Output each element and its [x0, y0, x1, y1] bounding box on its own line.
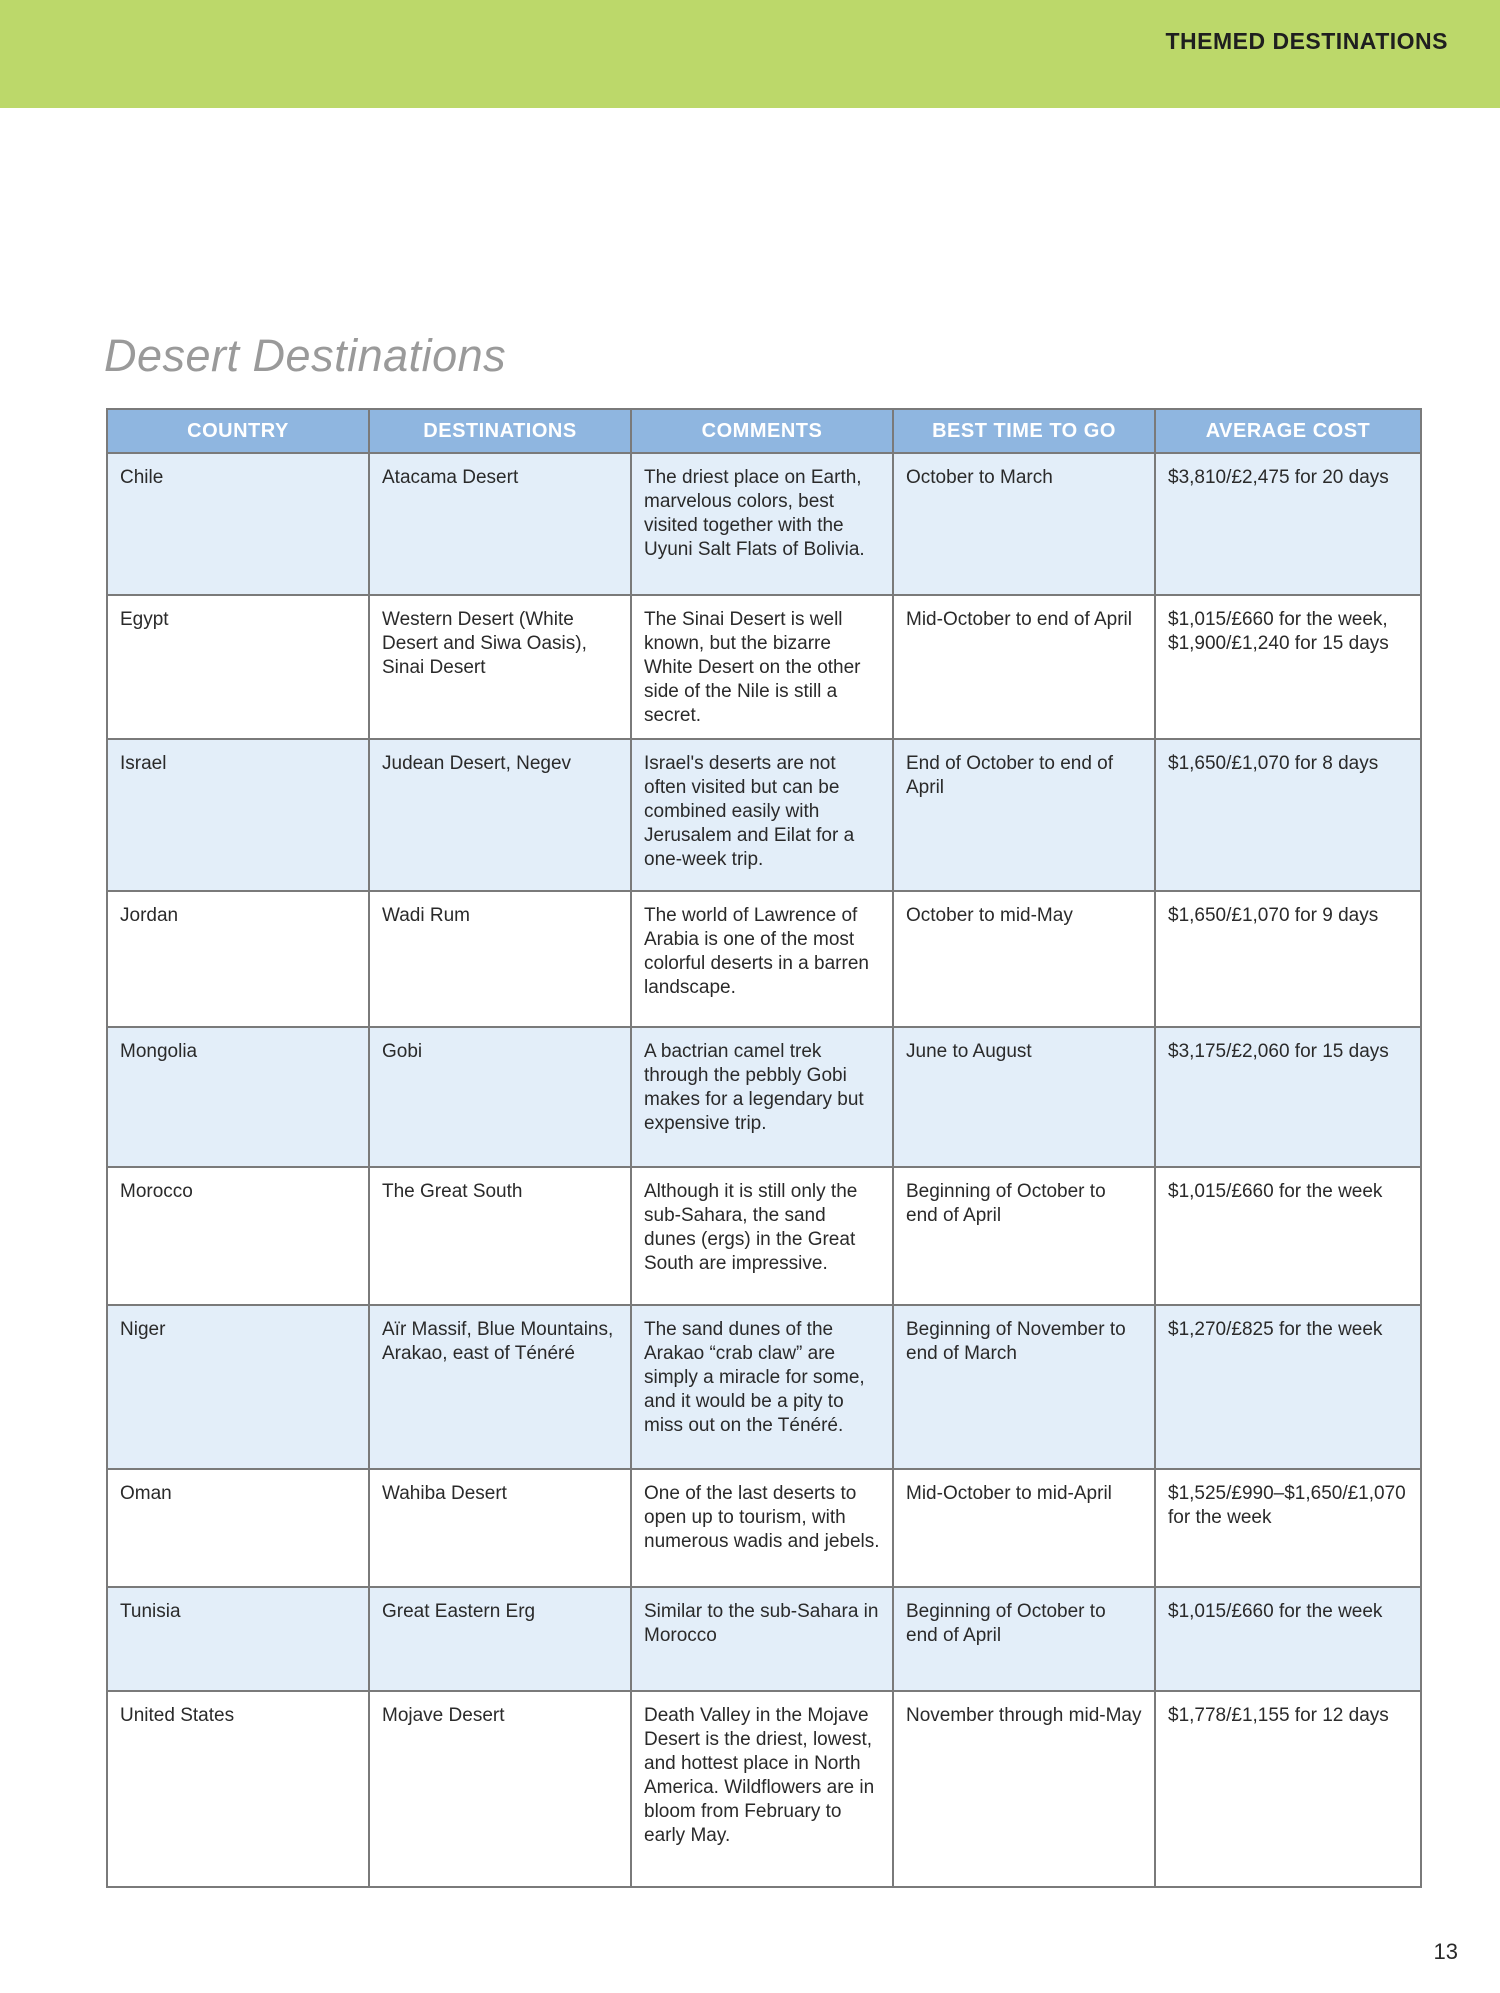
cell-best-time: October to mid-May: [893, 891, 1155, 1027]
column-header-destinations: DESTINATIONS: [369, 409, 631, 453]
table-row: [107, 1469, 1421, 1587]
cell-country: Niger: [107, 1305, 369, 1469]
cell-average-cost: $1,525/£990–$1,650/£1,070 for the week: [1155, 1469, 1421, 1587]
cell-destinations: Judean Desert, Negev: [369, 739, 631, 891]
column-header-country: COUNTRY: [107, 409, 369, 453]
cell-country: Egypt: [107, 595, 369, 739]
table-row: [107, 595, 1421, 739]
column-header-average-cost: AVERAGE COST: [1155, 409, 1421, 453]
cell-comments: Although it is still only the sub-Sahara, the sand dunes (ergs) in the Great South are impressive.: [631, 1167, 893, 1305]
cell-comments: The driest place on Earth, marvelous colors, best visited together with the Uyuni Salt Flats of Bolivia.: [631, 453, 893, 595]
cell-comments: Similar to the sub-Sahara in Morocco: [631, 1587, 893, 1691]
cell-best-time: Beginning of October to end of April: [893, 1167, 1155, 1305]
cell-destinations: Western Desert (White Desert and Siwa Oasis), Sinai Desert: [369, 595, 631, 739]
cell-destinations: Gobi: [369, 1027, 631, 1167]
cell-best-time: End of October to end of April: [893, 739, 1155, 891]
cell-average-cost: $1,015/£660 for the week, $1,900/£1,240 for 15 days: [1155, 595, 1421, 739]
cell-destinations: Mojave Desert: [369, 1691, 631, 1887]
column-header-comments: COMMENTS: [631, 409, 893, 453]
cell-comments: Israel's deserts are not often visited but can be combined easily with Jerusalem and Eilat for a one-week trip.: [631, 739, 893, 891]
cell-comments: The sand dunes of the Arakao “crab claw” are simply a miracle for some, and it would be a pity to miss out on the Ténéré.: [631, 1305, 893, 1469]
cell-country: Morocco: [107, 1167, 369, 1305]
desert-destinations-table: [106, 408, 1422, 1888]
cell-best-time: Mid-October to end of April: [893, 595, 1155, 739]
table-row: [107, 1167, 1421, 1305]
cell-country: Tunisia: [107, 1587, 369, 1691]
cell-destinations: Wadi Rum: [369, 891, 631, 1027]
cell-best-time: Mid-October to mid-April: [893, 1469, 1155, 1587]
cell-comments: The world of Lawrence of Arabia is one of the most colorful deserts in a barren landscape.: [631, 891, 893, 1027]
cell-best-time: Beginning of November to end of March: [893, 1305, 1155, 1469]
cell-country: Mongolia: [107, 1027, 369, 1167]
cell-destinations: Wahiba Desert: [369, 1469, 631, 1587]
cell-destinations: Atacama Desert: [369, 453, 631, 595]
cell-country: United States: [107, 1691, 369, 1887]
cell-comments: Death Valley in the Mojave Desert is the driest, lowest, and hottest place in North America. Wildflowers are in bloom from February to early May.: [631, 1691, 893, 1887]
cell-average-cost: $1,015/£660 for the week: [1155, 1587, 1421, 1691]
cell-average-cost: $3,810/£2,475 for 20 days: [1155, 453, 1421, 595]
cell-comments: One of the last deserts to open up to tourism, with numerous wadis and jebels.: [631, 1469, 893, 1587]
cell-country: Jordan: [107, 891, 369, 1027]
cell-average-cost: $1,650/£1,070 for 9 days: [1155, 891, 1421, 1027]
table-row: [107, 739, 1421, 891]
cell-average-cost: $3,175/£2,060 for 15 days: [1155, 1027, 1421, 1167]
cell-comments: The Sinai Desert is well known, but the bizarre White Desert on the other side of the Nile is still a secret.: [631, 595, 893, 739]
cell-destinations: Aïr Massif, Blue Mountains, Arakao, east of Ténéré: [369, 1305, 631, 1469]
table-row: [107, 891, 1421, 1027]
cell-destinations: The Great South: [369, 1167, 631, 1305]
column-header-best-time: BEST TIME TO GO: [893, 409, 1155, 453]
table-row: [107, 1587, 1421, 1691]
cell-average-cost: $1,015/£660 for the week: [1155, 1167, 1421, 1305]
cell-country: Chile: [107, 453, 369, 595]
cell-country: Oman: [107, 1469, 369, 1587]
table-row: [107, 1027, 1421, 1167]
cell-best-time: Beginning of October to end of April: [893, 1587, 1155, 1691]
table-row: [107, 1305, 1421, 1469]
cell-country: Israel: [107, 739, 369, 891]
section-label: THEMED DESTINATIONS: [1165, 28, 1448, 54]
table-row: [107, 453, 1421, 595]
page-number: 13: [1433, 1939, 1458, 1964]
cell-destinations: Great Eastern Erg: [369, 1587, 631, 1691]
cell-average-cost: $1,778/£1,155 for 12 days: [1155, 1691, 1421, 1887]
cell-average-cost: $1,650/£1,070 for 8 days: [1155, 739, 1421, 891]
desert-destinations-table-container: [106, 408, 1420, 1888]
cell-average-cost: $1,270/£825 for the week: [1155, 1305, 1421, 1469]
table-header-row: [107, 409, 1421, 453]
cell-best-time: June to August: [893, 1027, 1155, 1167]
cell-best-time: November through mid-May: [893, 1691, 1155, 1887]
cell-comments: A bactrian camel trek through the pebbly Gobi makes for a legendary but expensive trip.: [631, 1027, 893, 1167]
table-row: [107, 1691, 1421, 1887]
cell-best-time: October to March: [893, 453, 1155, 595]
page-title: Desert Destinations: [104, 330, 507, 381]
